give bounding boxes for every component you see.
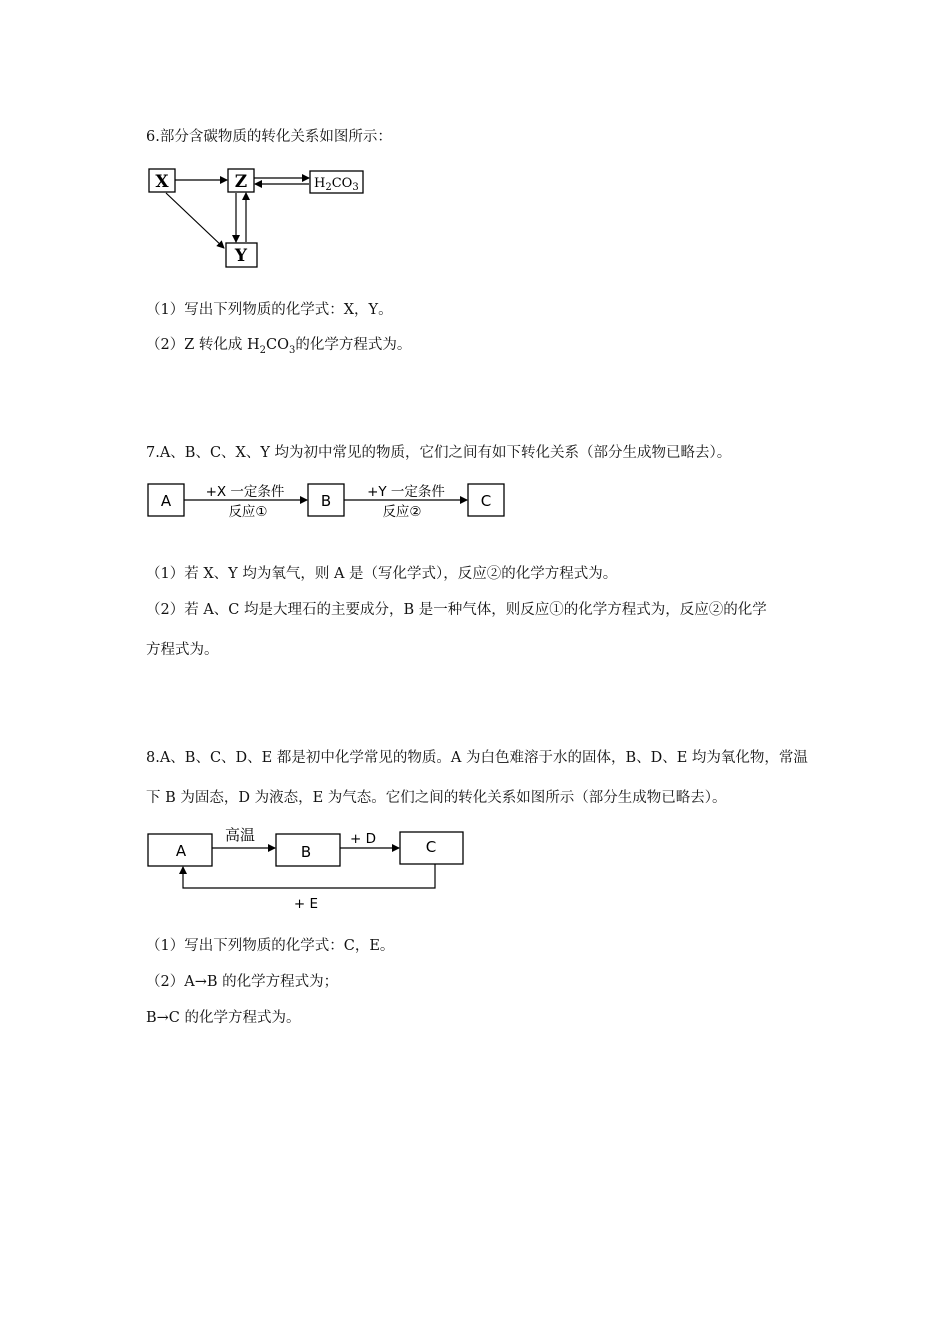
q8-arrow-bc-label: + D: [350, 831, 376, 847]
q6-label-x: X: [155, 172, 169, 192]
q8-label-b: B: [300, 843, 312, 861]
q7-part2-line1: （2）若 A、C 均是大理石的主要成分，B 是一种气体，则反应①的化学方程式为，反应②的化学: [146, 602, 767, 618]
q7-arrow2-top: +Y 一定条件: [367, 484, 445, 500]
q7-label-a: A: [160, 492, 172, 510]
q8-label-a: A: [175, 842, 187, 860]
q6-label-z: Z: [234, 172, 248, 192]
q8-diagram: [140, 820, 480, 915]
q8-part3: B→C 的化学方程式为。: [146, 1010, 301, 1026]
q7-arrow1-top: +X 一定条件: [205, 484, 285, 500]
q8-arrow-c-a: [183, 864, 435, 888]
q7-label-c: C: [480, 492, 492, 510]
q8-arrow-ca-label: + E: [293, 896, 319, 912]
q6-part1: （1）写出下列物质的化学式：X，Y。: [146, 302, 393, 318]
q7-arrow1-bottom: 反应①: [228, 504, 268, 520]
q8-part2: （2）A→B 的化学方程式为；: [146, 974, 339, 990]
q8-part1: （1）写出下列物质的化学式：C，E。: [146, 938, 395, 954]
q7-label-b: B: [320, 492, 332, 510]
q7-part1: （1）若 X、Y 均为氧气，则 A 是（写化学式），反应②的化学方程式为。: [146, 566, 618, 582]
q8-label-c: C: [425, 838, 437, 856]
q6-stem: 6.部分含碳物质的转化关系如图所示：: [146, 129, 392, 145]
q8-stem-line1: 8.A、B、C、D、E 都是初中化学常见的物质。A 为白色难溶于水的固体，B、D、E 均为氧化物，常温: [146, 750, 808, 766]
q7-stem: 7.A、B、C、X、Y 均为初中常见的物质，它们之间有如下转化关系（部分生成物已略去）。: [146, 445, 732, 461]
q7-arrow2-bottom: 反应②: [382, 504, 422, 520]
q6-label-y: Y: [234, 246, 248, 266]
q8-arrow-ab-label: 高温: [224, 826, 256, 844]
q6-diagram: [140, 160, 380, 275]
q6-arrow-x-y: [166, 193, 224, 248]
q7-diagram: [140, 478, 520, 528]
q6-part2: （2）Z 转化成 $H_2CO_3$的化学方程式为。: [146, 337, 412, 356]
q6-label-h2co3: $H_2CO_3$: [314, 176, 359, 193]
q7-part2-line2: 方程式为。: [146, 642, 219, 658]
q8-stem-line2: 下 B 为固态，D 为液态，E 为气态。它们之间的转化关系如图所示（部分生成物已略去）。: [146, 790, 727, 806]
